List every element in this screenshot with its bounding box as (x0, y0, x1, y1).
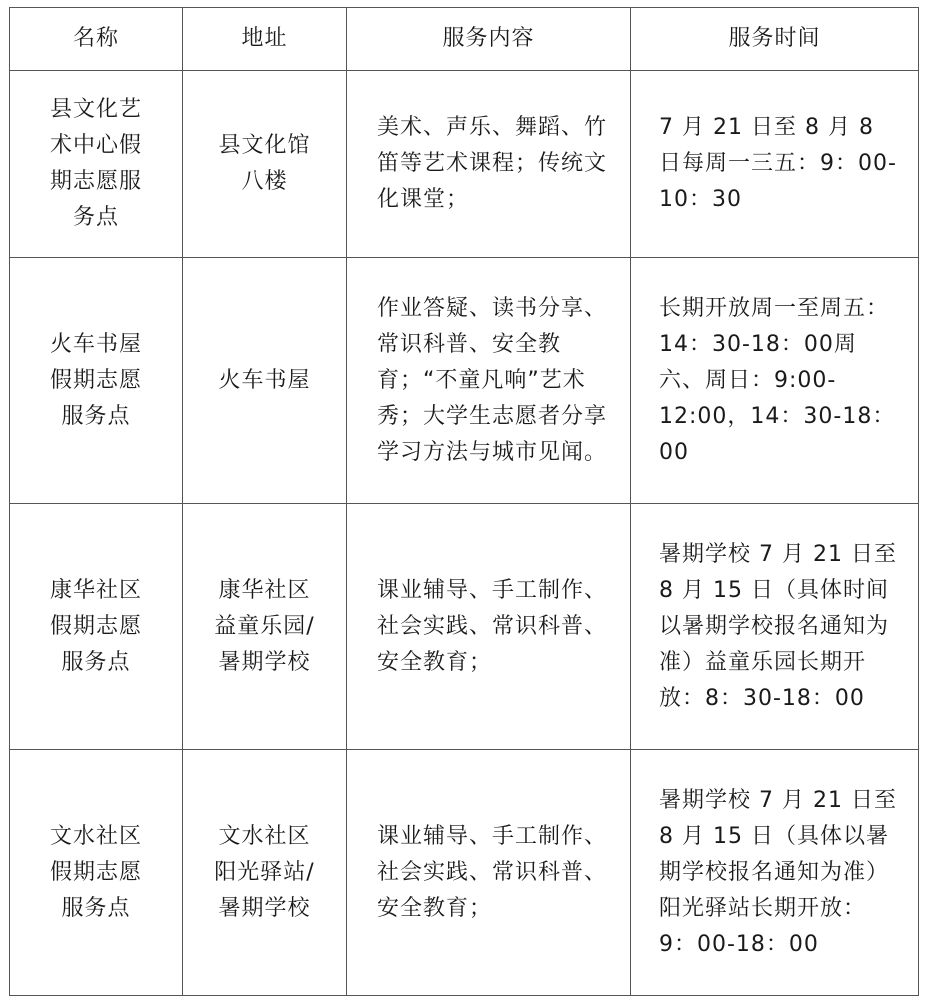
cell-name: 县文化艺术中心假期志愿服务点 (49, 97, 142, 230)
cell-time: 暑期学校 7 月 21 日至 8 月 15 日（具体以暑期学校报名通知为准）阳光驿站长期开放：9：00-18：00 (631, 750, 919, 996)
header-name: 名称 (10, 8, 183, 71)
cell-content: 课业辅导、手工制作、社会实践、常识科普、安全教育； (347, 504, 631, 750)
header-address: 地址 (183, 8, 347, 71)
cell-address: 文水社区阳光驿站/暑期学校 (214, 823, 315, 921)
cell-content: 作业答疑、读书分享、常识科普、安全教育；“不童凡响”艺术秀；大学生志愿者分享学习方法与城市见闻。 (347, 258, 631, 504)
table-row (10, 71, 919, 258)
cell-name: 康华社区假期志愿服务点 (49, 577, 142, 675)
cell-content: 课业辅导、手工制作、社会实践、常识科普、安全教育； (347, 750, 631, 996)
cell-time: 7 月 21 日至 8 月 8 日每周一三五：9：00-10：30 (631, 71, 919, 258)
volunteer-service-table (9, 7, 919, 996)
cell-content: 美术、声乐、舞蹈、竹笛等艺术课程；传统文化课堂； (347, 71, 631, 258)
cell-address: 火车书屋 (218, 367, 311, 393)
cell-time: 长期开放周一至周五：14：30-18：00周六、周日：9:00-12:00，14：30-18：00 (631, 258, 919, 504)
cell-name: 火车书屋假期志愿服务点 (49, 331, 142, 429)
table-row (10, 504, 919, 750)
cell-name: 文水社区假期志愿服务点 (49, 823, 142, 921)
table-header-row (10, 8, 919, 71)
header-content: 服务内容 (347, 8, 631, 71)
header-time: 服务时间 (631, 8, 919, 71)
table-row (10, 258, 919, 504)
table-row (10, 750, 919, 996)
cell-address: 康华社区益童乐园/暑期学校 (214, 577, 315, 675)
cell-address: 县文化馆八楼 (218, 133, 311, 194)
service-table-container (9, 7, 918, 996)
cell-time: 暑期学校 7 月 21 日至 8 月 15 日（具体时间以暑期学校报名通知为准）益童乐园长期开放：8：30-18：00 (631, 504, 919, 750)
